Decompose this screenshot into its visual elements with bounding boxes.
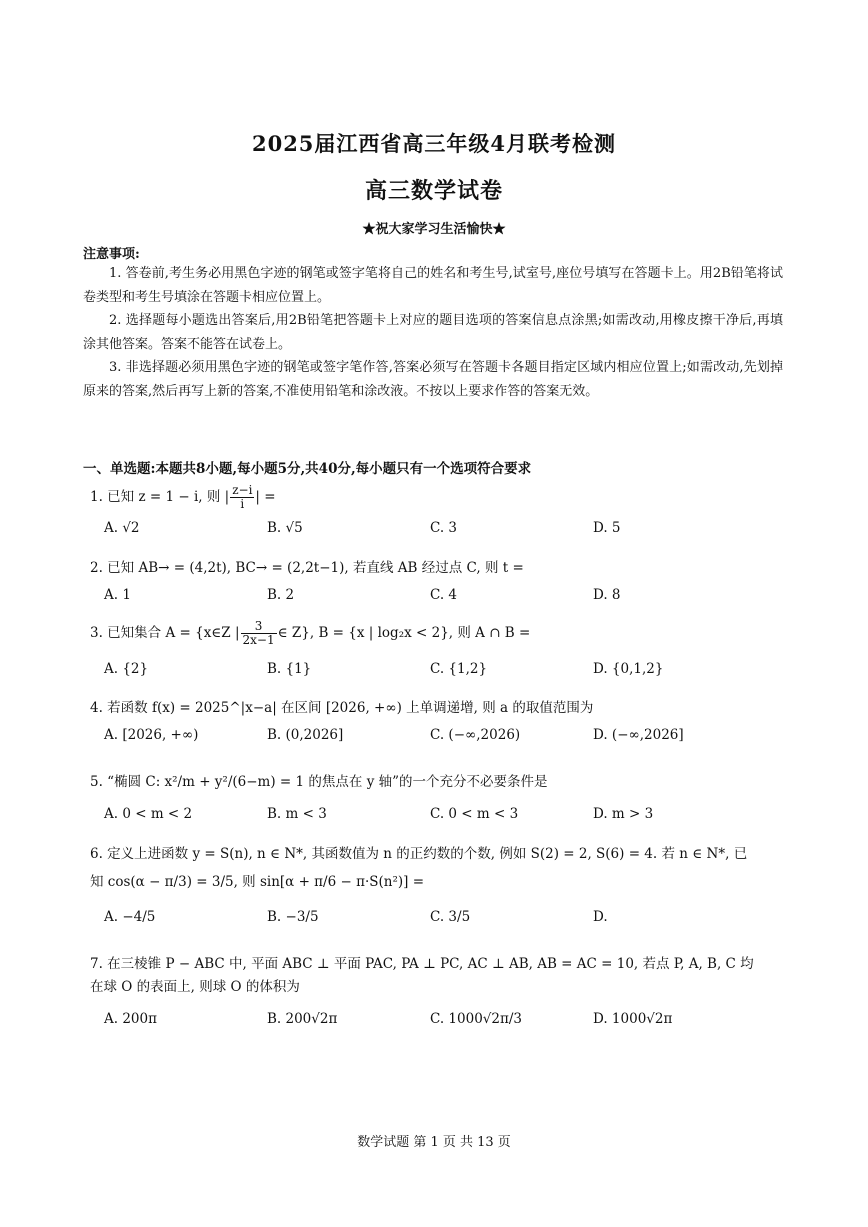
option-d[interactable]: D. 8 — [593, 587, 621, 603]
option-d[interactable]: D. 5 — [593, 520, 621, 536]
page-footer: 数学试题 第 1 页 共 13 页 — [357, 1135, 511, 1150]
option-b[interactable]: B. −3/5 — [267, 909, 319, 925]
question-3-options — [104, 661, 724, 683]
question-2-stem: 2. 已知 AB→ = (4,2t), BC→ = (2,2t−1), 若直线 AB 经过点 C, 则 t = — [90, 560, 524, 576]
question-5-options — [104, 806, 724, 828]
option-c[interactable]: C. 1000√2π/3 — [430, 1011, 522, 1027]
option-b[interactable]: B. 2 — [267, 587, 295, 603]
question-6-stem-line1: 6. 定义上进函数 y = S(n), n ∈ N*, 其函数值为 n 的正约数的个数, 例如 S(2) = 2, S(6) = 4. 若 n ∈ N*, 已 — [90, 846, 748, 862]
question-7-options — [104, 1011, 724, 1033]
option-c[interactable]: C. 3 — [430, 520, 458, 536]
option-a[interactable]: A. √2 — [104, 520, 140, 536]
question-1-stem: 1. 已知 z = 1 − i, 则 | $\frac{z-i}{i}$ | = — [90, 483, 276, 511]
fraction: $\frac{z-i}{i}$ — [232, 483, 253, 511]
option-a[interactable]: A. 0 < m < 2 — [104, 806, 193, 822]
option-d[interactable]: D. {0,1,2} — [593, 661, 664, 677]
option-a[interactable]: A. 1 — [104, 587, 131, 603]
option-d[interactable]: D. (−∞,2026] — [593, 727, 684, 743]
motto: ★祝大家学习生活愉快★ — [362, 222, 506, 237]
option-c[interactable]: C. 0 < m < 3 — [430, 806, 519, 822]
question-6-options — [104, 909, 724, 931]
option-b[interactable]: B. (0,2026] — [267, 727, 344, 743]
question-6-stem-line2: 知 cos(α − π/3) = 3/5, 则 sin[α + π/6 − π·S(n²)] = — [90, 874, 424, 890]
option-b[interactable]: B. {1} — [267, 661, 312, 677]
option-d[interactable]: D. — [593, 909, 608, 925]
question-1-options — [104, 520, 724, 542]
question-3-stem: 3. 已知集合 A = {x∈Z | $\frac{3}{2x-1}$ ∈ Z}, B = {x | log₂x < 2}, 则 A ∩ B = — [90, 619, 531, 647]
exam-subtitle: 高三数学试卷 — [364, 178, 503, 204]
option-b[interactable]: B. m < 3 — [267, 806, 327, 822]
question-5-stem: 5. “椭圆 C: x²/m + y²/(6−m) = 1 的焦点在 y 轴”的一个充分不必要条件是 — [90, 774, 548, 790]
question-4-stem: 4. 若函数 f(x) = 2025^|x−a| 在区间 [2026, +∞) 上单调递增, 则 a 的取值范围为 — [90, 700, 594, 716]
option-d[interactable]: D. 1000√2π — [593, 1011, 673, 1027]
option-c[interactable]: C. 4 — [430, 587, 458, 603]
option-c[interactable]: C. (−∞,2026) — [430, 727, 521, 743]
option-c[interactable]: C. {1,2} — [430, 661, 488, 677]
question-2-options — [104, 587, 724, 609]
notice-item-1: 1. 答卷前,考生务必用黑色字迹的钢笔或签字笔将自己的姓名和考生号,试室号,座位号填写在答题卡上。用2B铅笔将试卷类型和考生号填涂在答题卡相应位置上。 — [83, 266, 783, 305]
question-7-stem-line2: 在球 O 的表面上, 则球 O 的体积为 — [90, 979, 300, 995]
fraction: $\frac{3}{2x-1}$ — [242, 619, 275, 647]
option-a[interactable]: A. [2026, +∞) — [104, 727, 199, 743]
section-heading: 一、单选题:本题共8小题,每小题5分,共40分,每小题只有一个选项符合要求 — [83, 461, 532, 477]
option-d[interactable]: D. m > 3 — [593, 806, 654, 822]
question-7-stem-line1: 7. 在三棱锥 P − ABC 中, 平面 ABC ⊥ 平面 PAC, PA ⊥ PC, AC ⊥ AB, AB = AC = 10, 若点 P, A, B, C 均 — [90, 956, 754, 972]
option-c[interactable]: C. 3/5 — [430, 909, 471, 925]
question-4-options — [104, 727, 724, 749]
notice-item-2: 2. 选择题每小题选出答案后,用2B铅笔把答题卡上对应的题目选项的答案信息点涂黑;如需改动,用橡皮擦干净后,再填涂其他答案。答案不能答在试卷上。 — [83, 313, 783, 352]
exam-title: 2025届江西省高三年级4月联考检测 — [251, 131, 617, 156]
option-b[interactable]: B. 200√2π — [267, 1011, 338, 1027]
option-b[interactable]: B. √5 — [267, 520, 303, 536]
option-a[interactable]: A. {2} — [104, 661, 149, 677]
option-a[interactable]: A. −4/5 — [104, 909, 156, 925]
notice-heading: 注意事项: — [83, 247, 140, 262]
notice-item-3: 3. 非选择题必须用黑色字迹的钢笔或签字笔作答,答案必须写在答题卡各题目指定区域内相应位置上;如需改动,先划掉原来的答案,然后再写上新的答案,不准使用铅笔和涂改液。不按以上要求作答的答案无效。 — [83, 360, 783, 399]
option-a[interactable]: A. 200π — [104, 1011, 157, 1027]
